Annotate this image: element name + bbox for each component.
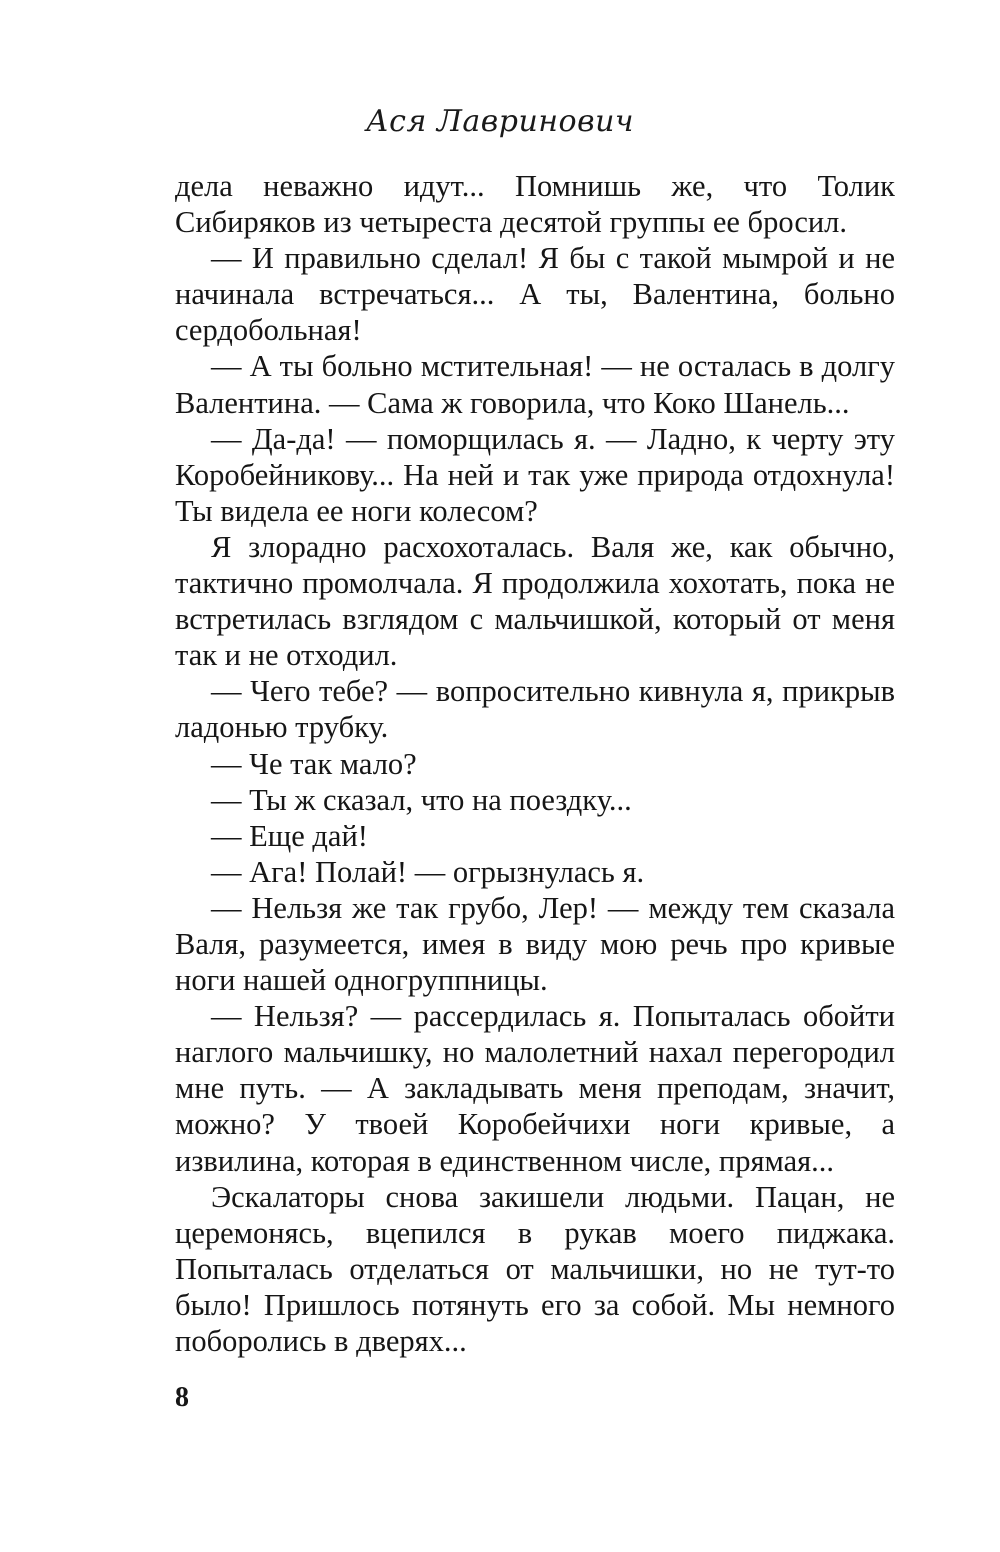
body-text [175, 168, 895, 1359]
page-number: 8 [175, 1382, 189, 1413]
paragraph: — Еще дай! [211, 818, 368, 853]
paragraph: — А ты больно мстительная! — не осталась в долгу Валентина. — Сама ж говорила, что Коко Шанель... [175, 349, 895, 420]
paragraph: — Че так мало? [211, 746, 417, 781]
paragraph: — И правильно сделал! Я бы с такой мымрой и не начинала встречаться... А ты, Валентина, больно сердобольная! [175, 241, 895, 348]
paragraph: Эскалаторы снова закишели людьми. Пацан, не церемонясь, вцепился в рукав моего пиджака. Попыталась отделаться от мальчишки, но не тут-то было! Пришлось потянуть его за собой. Мы немного поборолись в дверях... [175, 1179, 895, 1358]
paragraph: дела неважно идут... Помнишь же, что Толик Сибиряков из четыреста десятой группы ее бросил. [175, 169, 895, 240]
paragraph: — Нельзя? — рассердилась я. Попыталась обойти наглого мальчишку, но малолетний нахал перегородил мне путь. — А закладывать меня преподам, значит, можно? У твоей Коробейчихи ноги кривые, а извилина, которая в единственном числе, прямая... [175, 999, 895, 1178]
paragraph: — Нельзя же так грубо, Лер! — между тем сказала Валя, разумеется, имея в виду мою речь про кривые ноги нашей одногруппницы. [175, 890, 895, 998]
paragraph: — Ты ж сказал, что на поездку... [211, 782, 632, 817]
paragraph: — Ага! Полай! — огрызнулась я. [211, 854, 645, 889]
paragraph: Я злорадно расхохоталась. Валя же, как обычно, тактично промолчала. Я продолжила хохотать, пока не встретилась взглядом с мальчишкой, который от меня так и не отходил. [175, 529, 895, 673]
paragraph: — Чего тебе? — вопросительно кивнула я, прикрыв ладонью трубку. [175, 674, 895, 745]
running-header: Ася Лавринович [365, 104, 635, 139]
paragraph: — Да-да! — поморщилась я. — Ладно, к черту эту Коробейникову... На ней и так уже природа отдохнула! Ты видела ее ноги колесом? [175, 421, 895, 528]
